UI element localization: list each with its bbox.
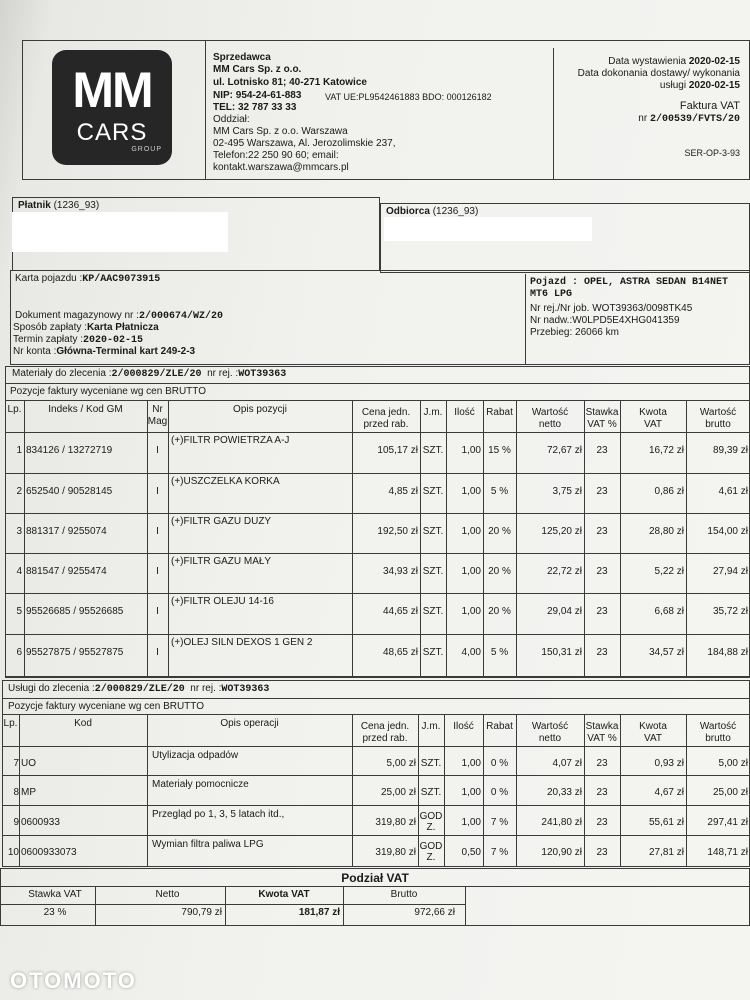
seller-nip: NIP: 954-24-61-883 <box>213 90 302 101</box>
mat-row-unit: SZT. <box>422 647 444 658</box>
mat-row-price: 44,65 zł <box>382 606 418 617</box>
srv-row-lp: 8 <box>13 787 19 798</box>
mat-h-vatamt2: VAT <box>644 419 662 430</box>
mat-row-mag: I <box>156 606 159 617</box>
srv-row-disc: 7 % <box>490 817 509 828</box>
mat-row-desc: (+)FILTR GAZU MAŁY <box>171 556 272 567</box>
srv-h-vat1: Stawka <box>585 721 619 732</box>
mat-row-index: 834126 / 13272719 <box>26 445 113 456</box>
mat-row-net: 125,20 zł <box>541 526 582 537</box>
payment-due: Termin zapłaty :2020-02-15 <box>13 334 144 346</box>
mat-row-mag: I <box>156 647 159 658</box>
srv-row-qty: 1,00 <box>461 817 481 828</box>
warehouse-doc: Dokument magazynowy nr :2/000674/WZ/20 <box>15 310 223 322</box>
vehicle-reg-job: Nr rej./Nr job. WOT39363/0098TK45 <box>530 303 693 314</box>
srv-row-unit-2: Z. <box>426 822 436 833</box>
srv-row-vat: 23 <box>596 817 608 828</box>
mat-row-gross: 27,94 zł <box>712 566 748 577</box>
mat-row-disc: 15 % <box>488 445 511 456</box>
srv-row-vat: 23 <box>596 847 608 858</box>
mat-h-desc: Opis pozycji <box>233 404 287 415</box>
services-order: Usługi do zlecenia :2/000829/ZLE/20 nr rej. :WOT39363 <box>8 683 270 695</box>
srv-h-unit: J.m. <box>421 721 441 732</box>
mat-row-mag: I <box>156 526 159 537</box>
srv-h-gross1: Wartość <box>699 721 737 732</box>
vat-h-gross: Brutto <box>390 889 418 900</box>
mat-row-vatamt: 28,80 zł <box>648 526 684 537</box>
mat-row-lp: 3 <box>16 526 22 537</box>
logo-text-cars: CARS <box>76 119 148 146</box>
mat-row-index: 95526685 / 95526685 <box>26 606 124 617</box>
payer-label: Płatnik (1236_93) <box>18 200 100 211</box>
logo-text-group: GROUP <box>131 146 162 153</box>
mat-h-unit: J.m. <box>423 407 443 418</box>
recipient-redaction <box>384 217 592 241</box>
srv-row-desc: Utylizacja odpadów <box>152 750 239 761</box>
mat-row-lp: 1 <box>16 445 22 456</box>
mat-row-index: 652540 / 90528145 <box>26 486 113 497</box>
mat-row-qty: 1,00 <box>461 486 481 497</box>
mat-h-net1: Wartość <box>531 407 569 418</box>
seller-tel: TEL: 32 787 33 33 <box>213 102 297 113</box>
srv-row-lp: 10 <box>7 847 19 858</box>
mat-row-unit: SZT. <box>422 526 444 537</box>
mat-row-vatamt: 34,57 zł <box>648 647 684 658</box>
mat-row-gross: 184,88 zł <box>707 647 748 658</box>
mat-row-disc: 5 % <box>490 647 509 658</box>
vehicle-vin: Nr nadw.:W0LPD5E4XHG041359 <box>530 315 680 326</box>
srv-row-desc: Wymian filtra paliwa LPG <box>152 839 264 850</box>
srv-h-vat2: VAT % <box>587 733 617 744</box>
srv-row-disc: 0 % <box>490 787 509 798</box>
mat-row-vat: 23 <box>596 445 608 456</box>
mat-h-mag2: Mag <box>147 416 168 427</box>
mat-h-qty: Ilość <box>454 407 475 418</box>
delivery-date-row: usługi 2020-02-15 <box>659 80 740 91</box>
delivery-label: Data dokonania dostawy/ wykonania <box>577 68 740 79</box>
mat-row-net: 150,31 zł <box>541 647 582 658</box>
mat-row-vatamt: 16,72 zł <box>648 445 684 456</box>
mat-row-gross: 154,00 zł <box>707 526 748 537</box>
srv-h-price1: Cena jedn. <box>360 721 410 732</box>
invoice-number-row: nr 2/00539/FVTS/20 <box>638 113 740 125</box>
mat-row-qty: 1,00 <box>461 566 481 577</box>
srv-row-desc: Przegląd po 1, 3, 5 latach itd., <box>152 809 285 820</box>
vat-net: 790,79 zł <box>181 907 222 918</box>
mat-row-unit: SZT. <box>422 445 444 456</box>
mat-h-net2: netto <box>538 419 562 430</box>
srv-row-code: 0600933 <box>21 817 60 828</box>
vat-h-vat: Kwota VAT <box>258 889 310 900</box>
mat-h-gross1: Wartość <box>699 407 737 418</box>
srv-row-disc: 7 % <box>490 847 509 858</box>
issue-date-row: Data wystawienia 2020-02-15 <box>608 56 740 67</box>
srv-row-price: 25,00 zł <box>380 787 416 798</box>
mat-row-desc: (+)FILTR OLEJU 14-16 <box>171 596 274 607</box>
mat-row-qty: 1,00 <box>461 606 481 617</box>
mat-h-vat2: VAT % <box>587 419 617 430</box>
srv-row-net: 20,33 zł <box>546 787 582 798</box>
mat-row-unit: SZT. <box>422 566 444 577</box>
srv-h-qty: Ilość <box>453 721 474 732</box>
srv-h-vatamt2: VAT <box>644 733 662 744</box>
vehicle-mileage: Przebieg: 26066 km <box>530 327 619 338</box>
srv-row-unit-2: Z. <box>426 852 436 863</box>
srv-h-desc: Opis operacji <box>220 718 279 729</box>
invoice-type: Faktura VAT <box>679 100 740 112</box>
vehicle-engine: MT6 LPG <box>530 289 573 300</box>
payer-redaction <box>12 212 228 252</box>
mat-row-desc: (+)USZCZELKA KORKA <box>171 476 280 487</box>
services-pricing-note: Pozycje faktury wyceniane wg cen BRUTTO <box>8 701 205 712</box>
mat-row-mag: I <box>156 566 159 577</box>
srv-row-vatamt: 27,81 zł <box>648 847 684 858</box>
mat-h-gross2: brutto <box>705 419 731 430</box>
srv-row-code: UO <box>21 758 36 769</box>
mm-cars-logo <box>52 50 172 165</box>
mat-row-price: 34,93 zł <box>382 566 418 577</box>
mat-row-price: 192,50 zł <box>377 526 418 537</box>
seller-heading: Sprzedawca <box>213 52 271 63</box>
mat-h-price2: przed rab. <box>363 419 409 430</box>
srv-h-net1: Wartość <box>531 721 569 732</box>
mat-row-net: 72,67 zł <box>546 445 582 456</box>
mat-row-disc: 5 % <box>490 486 509 497</box>
branch-phone: Telefon:22 250 90 60; email: <box>213 150 339 161</box>
mat-row-price: 4,85 zł <box>388 486 418 497</box>
vat-split-title: Podział VAT <box>341 871 409 885</box>
mat-row-net: 29,04 zł <box>546 606 582 617</box>
mat-row-vat: 23 <box>596 647 608 658</box>
srv-row-unit: SZT. <box>420 787 442 798</box>
branch-address: 02-495 Warszawa, Al. Jerozolimskie 237, <box>213 138 396 149</box>
mat-row-vat: 23 <box>596 486 608 497</box>
srv-row-desc: Materiały pomocnicze <box>152 779 249 790</box>
srv-row-lp: 9 <box>13 817 19 828</box>
mat-row-vat: 23 <box>596 526 608 537</box>
mat-row-gross: 35,72 zł <box>712 606 748 617</box>
srv-row-net: 4,07 zł <box>552 758 582 769</box>
logo-text-mm: MM <box>72 62 152 118</box>
mat-row-vatamt: 6,68 zł <box>654 606 684 617</box>
mat-row-disc: 20 % <box>488 566 511 577</box>
srv-h-disc: Rabat <box>486 721 513 732</box>
srv-h-lp: Lp. <box>3 718 18 729</box>
srv-row-qty: 1,00 <box>461 758 481 769</box>
srv-row-vat: 23 <box>596 758 608 769</box>
srv-row-price: 319,80 zł <box>375 847 416 858</box>
srv-row-gross: 5,00 zł <box>718 758 748 769</box>
srv-row-vatamt: 55,61 zł <box>648 817 684 828</box>
srv-row-disc: 0 % <box>490 758 509 769</box>
srv-h-vatamt1: Kwota <box>639 721 667 732</box>
mat-row-disc: 20 % <box>488 606 511 617</box>
mat-row-disc: 20 % <box>488 526 511 537</box>
vat-h-net: Netto <box>155 889 180 900</box>
mat-row-qty: 1,00 <box>461 445 481 456</box>
mat-row-lp: 5 <box>16 606 22 617</box>
srv-row-code: MP <box>21 787 36 798</box>
srv-row-unit: SZT. <box>420 758 442 769</box>
mat-row-desc: (+)OLEJ SILN DEXOS 1 GEN 2 <box>171 637 313 648</box>
srv-row-gross: 297,41 zł <box>707 817 748 828</box>
srv-row-vatamt: 4,67 zł <box>654 787 684 798</box>
materials-order: Materiały do zlecenia :2/000829/ZLE/20 nr rej. :WOT39363 <box>12 368 287 380</box>
srv-row-price: 5,00 zł <box>386 758 416 769</box>
srv-row-qty: 1,00 <box>461 787 481 798</box>
vat-gross: 972,66 zł <box>414 907 455 918</box>
mat-row-vatamt: 0,86 zł <box>654 486 684 497</box>
mat-h-vatamt1: Kwota <box>639 407 667 418</box>
srv-row-price: 319,80 zł <box>375 817 416 828</box>
mat-row-index: 881547 / 9255474 <box>26 566 107 577</box>
mat-h-lp: Lp. <box>7 404 22 415</box>
mat-row-index: 881317 / 9255074 <box>26 526 107 537</box>
materials-pricing-note: Pozycje faktury wyceniane wg cen BRUTTO <box>10 386 207 397</box>
srv-h-price2: przed rab. <box>362 733 408 744</box>
mat-row-price: 48,65 zł <box>382 647 418 658</box>
srv-h-gross2: brutto <box>705 733 731 744</box>
srv-row-gross: 25,00 zł <box>712 787 748 798</box>
srv-row-unit: GOD <box>419 841 443 852</box>
srv-row-lp: 7 <box>13 758 19 769</box>
mat-row-gross: 4,61 zł <box>718 486 748 497</box>
vehicle-card: Karta pojazdu :KP/AAC9073915 <box>15 273 161 285</box>
mat-row-qty: 1,00 <box>461 526 481 537</box>
srv-row-vat: 23 <box>596 787 608 798</box>
vat-rate: 23 % <box>43 907 67 918</box>
srv-row-qty: 0,50 <box>461 847 481 858</box>
srv-row-unit: GOD <box>419 811 443 822</box>
branch-email: kontakt.warszawa@mmcars.pl <box>213 162 349 173</box>
mat-row-index: 95527875 / 95527875 <box>26 647 124 658</box>
mat-row-lp: 6 <box>16 647 22 658</box>
vehicle-model: Pojazd : OPEL, ASTRA SEDAN B14NET <box>530 277 729 288</box>
mat-h-vat1: Stawka <box>585 407 619 418</box>
mat-row-gross: 89,39 zł <box>712 445 748 456</box>
mat-h-price1: Cena jedn. <box>361 407 411 418</box>
mat-row-vat: 23 <box>596 566 608 577</box>
mat-row-net: 3,75 zł <box>552 486 582 497</box>
branch-heading: Oddział: <box>213 114 250 125</box>
invoice-code: SER-OP-3-93 <box>684 148 740 158</box>
srv-row-gross: 148,71 zł <box>707 847 748 858</box>
seller-address: ul. Lotnisko 81; 40-271 Katowice <box>213 77 367 88</box>
payment-method: Sposób zapłaty :Karta Płatnicza <box>13 322 159 333</box>
vat-amount: 181,87 zł <box>298 907 340 918</box>
mat-row-desc: (+)FILTR POWIETRZA A-J <box>171 435 290 446</box>
mat-row-mag: I <box>156 445 159 456</box>
mat-h-mag1: Nr <box>152 404 163 415</box>
mat-h-index: Indeks / Kod GM <box>48 404 123 415</box>
mat-row-desc: (+)FILTR GAZU DUZY <box>171 516 272 527</box>
srv-row-net: 120,90 zł <box>541 847 582 858</box>
otomoto-watermark: OTOMOTO <box>10 968 137 993</box>
mat-row-lp: 4 <box>16 566 22 577</box>
mat-row-qty: 4,00 <box>461 647 481 658</box>
mat-row-vat: 23 <box>596 606 608 617</box>
mat-row-unit: SZT. <box>422 606 444 617</box>
account-number: Nr konta :Główna-Terminal kart 249-2-3 <box>13 346 196 357</box>
seller-vat-ue: VAT UE:PL9542461883 BDO: 000126182 <box>325 92 492 102</box>
srv-h-code: Kod <box>74 718 92 729</box>
vat-h-rate: Stawka VAT <box>28 889 82 900</box>
mat-h-disc: Rabat <box>486 407 513 418</box>
srv-row-net: 241,80 zł <box>541 817 582 828</box>
mat-row-vatamt: 5,22 zł <box>654 566 684 577</box>
mat-row-unit: SZT. <box>422 486 444 497</box>
srv-row-code: 0600933073 <box>21 847 77 858</box>
srv-row-vatamt: 0,93 zł <box>654 758 684 769</box>
mat-row-net: 22,72 zł <box>546 566 582 577</box>
seller-name: MM Cars Sp. z o.o. <box>213 64 302 75</box>
mat-row-price: 105,17 zł <box>377 445 418 456</box>
recipient-label: Odbiorca (1236_93) <box>386 206 479 217</box>
srv-h-net2: netto <box>538 733 562 744</box>
branch-name: MM Cars Sp. z o.o. Warszawa <box>213 126 348 137</box>
mat-row-mag: I <box>156 486 159 497</box>
mat-row-lp: 2 <box>16 486 22 497</box>
